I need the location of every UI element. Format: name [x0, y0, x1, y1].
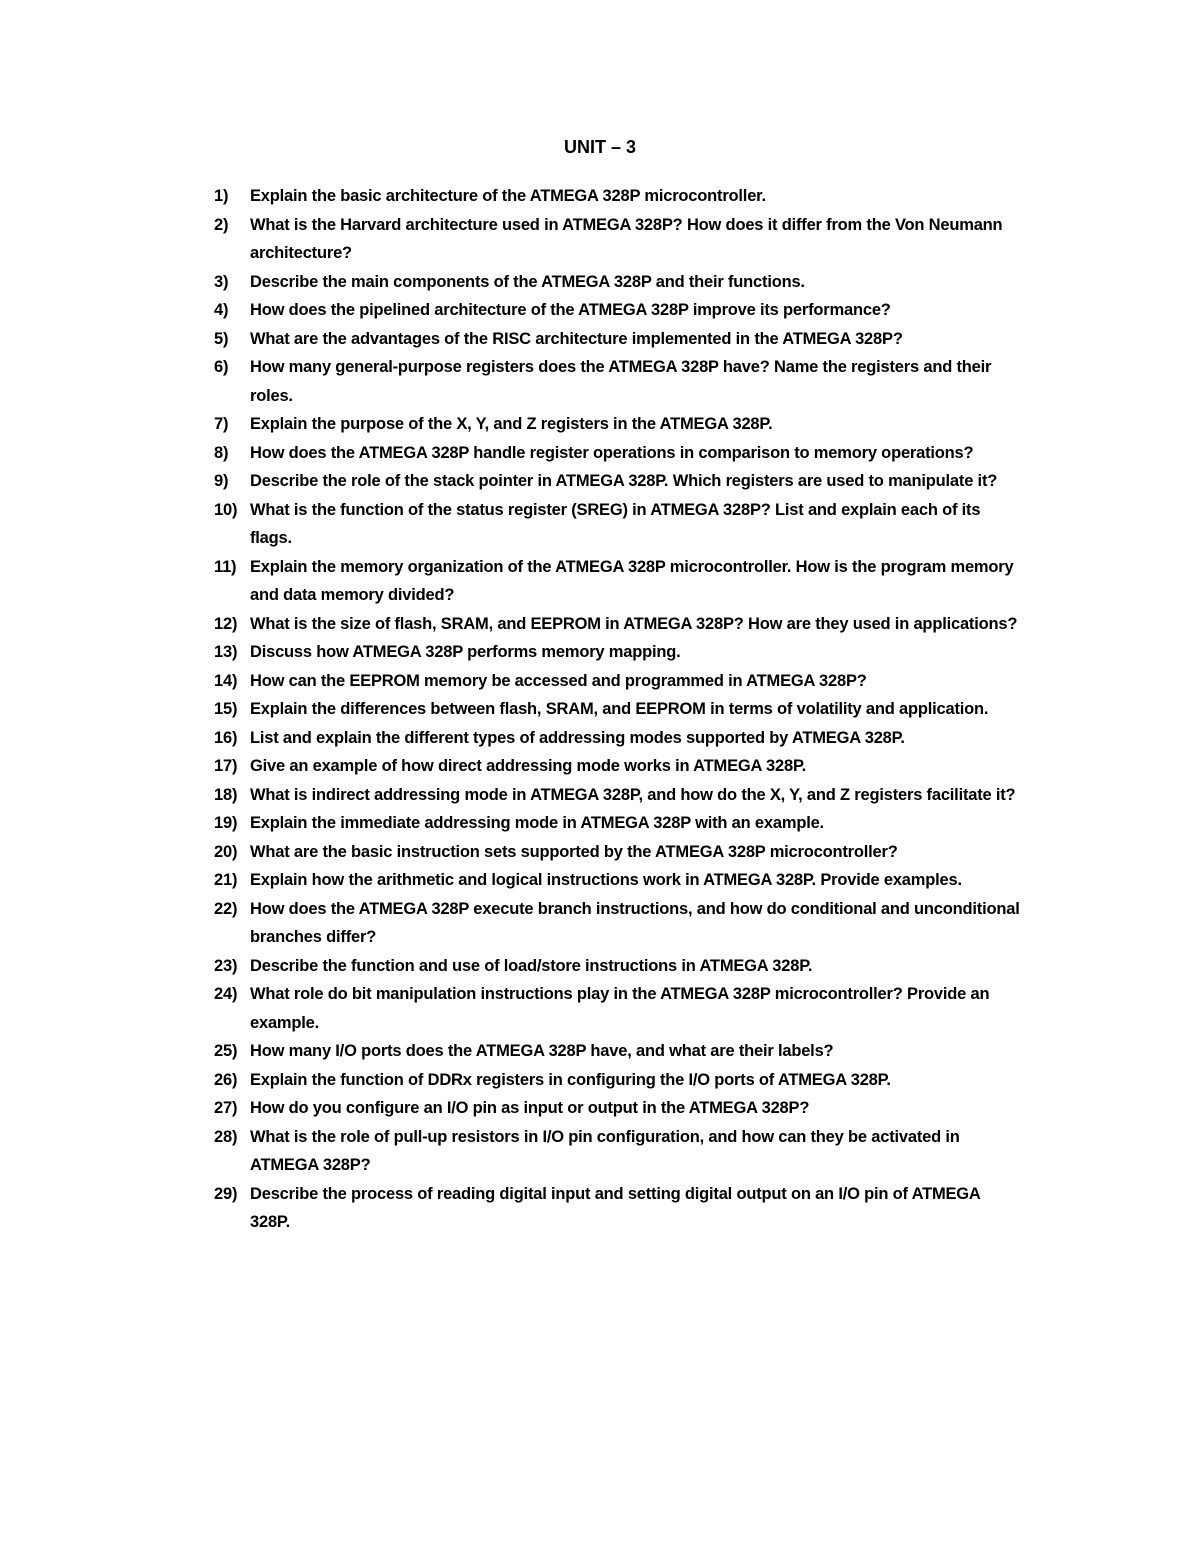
- question-text: What is the Harvard architecture used in ATMEGA 328P? How does it differ from the Von Neumann architecture?: [250, 215, 1003, 262]
- question-number: 11): [214, 557, 237, 576]
- question-item: [214, 439, 1024, 468]
- question-item: [214, 410, 1024, 439]
- question-number: 29): [214, 1184, 238, 1203]
- question-item: [214, 638, 1024, 667]
- question-item: [214, 952, 1024, 981]
- question-item: [214, 268, 1024, 297]
- question-number: 4): [214, 301, 229, 319]
- question-text: Explain the memory organization of the ATMEGA 328P microcontroller. How is the program memory and data memory divided?: [250, 557, 1014, 604]
- question-number: 15): [214, 700, 238, 718]
- question-item: [214, 724, 1024, 753]
- question-item: [214, 496, 1024, 553]
- question-number: 1): [214, 187, 229, 205]
- question-text: How do you configure an I/O pin as input or output in the ATMEGA 328P?: [250, 1099, 810, 1117]
- question-number: 8): [214, 443, 229, 462]
- question-item: [214, 866, 1024, 895]
- question-text: Discuss how ATMEGA 328P performs memory mapping.: [250, 643, 681, 661]
- question-number: 13): [214, 643, 238, 661]
- page-title: UNIT – 3: [563, 137, 637, 157]
- question-item: [214, 781, 1024, 810]
- question-text: Explain the differences between flash, SRAM, and EEPROM in terms of volatility and application.: [250, 700, 989, 718]
- question-text: Explain the purpose of the X, Y, and Z registers in the ATMEGA 328P.: [250, 415, 773, 433]
- question-text: What is the size of flash, SRAM, and EEPROM in ATMEGA 328P? How are they used in applications?: [250, 614, 1018, 633]
- question-item: [214, 353, 1024, 410]
- question-item: [214, 1180, 1024, 1237]
- question-number: 16): [214, 728, 238, 747]
- question-item: [214, 610, 1024, 639]
- question-number: 25): [214, 1042, 238, 1060]
- question-text: What is the function of the status register (SREG) in ATMEGA 328P? List and explain each of its flags.: [250, 500, 981, 547]
- question-item: [214, 1066, 1024, 1095]
- question-number: 5): [214, 329, 229, 348]
- question-number: 24): [214, 985, 238, 1003]
- question-text: How can the EEPROM memory be accessed and programmed in ATMEGA 328P?: [250, 671, 867, 690]
- question-number: 9): [214, 472, 229, 490]
- question-text: How many general-purpose registers does the ATMEGA 328P have? Name the registers and their roles.: [250, 358, 992, 405]
- question-number: 27): [214, 1099, 238, 1117]
- question-text: Explain the immediate addressing mode in ATMEGA 328P with an example.: [250, 814, 824, 832]
- question-number: 10): [214, 500, 238, 519]
- question-text: How does the ATMEGA 328P execute branch instructions, and how do conditional and unconditional branches differ?: [250, 899, 1020, 946]
- question-item: [214, 467, 1024, 496]
- question-text: How does the ATMEGA 328P handle register operations in comparison to memory operations?: [250, 443, 974, 462]
- question-item: [214, 296, 1024, 325]
- question-text: Explain how the arithmetic and logical instructions work in ATMEGA 328P. Provide examples.: [250, 871, 962, 889]
- question-item: [214, 1123, 1024, 1180]
- question-item: [214, 809, 1024, 838]
- question-text: What are the advantages of the RISC architecture implemented in the ATMEGA 328P?: [250, 329, 903, 348]
- question-number: 7): [214, 415, 229, 433]
- question-number: 22): [214, 899, 238, 918]
- question-text: Describe the function and use of load/store instructions in ATMEGA 328P.: [250, 956, 813, 975]
- question-text: What is indirect addressing mode in ATMEGA 328P, and how do the X, Y, and Z registers facilitate it?: [250, 785, 1016, 804]
- question-number: 18): [214, 785, 238, 804]
- question-text: What is the role of pull-up resistors in I/O pin configuration, and how can they be activated in ATMEGA 328P?: [250, 1127, 960, 1174]
- question-item: [214, 895, 1024, 952]
- question-text: Explain the basic architecture of the ATMEGA 328P microcontroller.: [250, 187, 766, 205]
- question-number: 3): [214, 272, 229, 291]
- question-number: 28): [214, 1127, 238, 1146]
- question-text: How many I/O ports does the ATMEGA 328P have, and what are their labels?: [250, 1042, 834, 1060]
- question-number: 20): [214, 842, 238, 861]
- question-item: [214, 553, 1024, 610]
- question-item: [214, 838, 1024, 867]
- question-number: 2): [214, 215, 229, 234]
- question-item: [214, 325, 1024, 354]
- question-text: Describe the main components of the ATMEGA 328P and their functions.: [250, 272, 805, 291]
- question-text: What are the basic instruction sets supported by the ATMEGA 328P microcontroller?: [250, 842, 898, 861]
- question-number: 21): [214, 871, 238, 889]
- question-item: [214, 182, 1024, 211]
- question-text: Give an example of how direct addressing mode works in ATMEGA 328P.: [250, 757, 807, 775]
- question-number: 19): [214, 814, 238, 832]
- question-item: [214, 1037, 1024, 1066]
- question-text: List and explain the different types of addressing modes supported by ATMEGA 328P.: [250, 728, 905, 747]
- question-number: 26): [214, 1070, 238, 1089]
- question-text: Describe the role of the stack pointer in ATMEGA 328P. Which registers are used to manipulate it?: [250, 472, 998, 490]
- question-item: [214, 752, 1024, 781]
- question-text: How does the pipelined architecture of the ATMEGA 328P improve its performance?: [250, 301, 891, 319]
- question-number: 12): [214, 614, 238, 633]
- question-item: [214, 980, 1024, 1037]
- question-list: [214, 182, 1024, 1237]
- question-item: [214, 1094, 1024, 1123]
- question-number: 23): [214, 956, 238, 975]
- question-number: 17): [214, 757, 238, 775]
- question-text: Explain the function of DDRx registers in configuring the I/O ports of ATMEGA 328P.: [250, 1070, 891, 1089]
- question-item: [214, 667, 1024, 696]
- question-item: [214, 695, 1024, 724]
- question-number: 14): [214, 671, 238, 690]
- question-item: [214, 211, 1024, 268]
- question-number: 6): [214, 358, 229, 376]
- question-text: Describe the process of reading digital input and setting digital output on an I/O pin of ATMEGA 328P.: [250, 1184, 981, 1231]
- question-text: What role do bit manipulation instructions play in the ATMEGA 328P microcontroller? Provide an example.: [250, 985, 990, 1032]
